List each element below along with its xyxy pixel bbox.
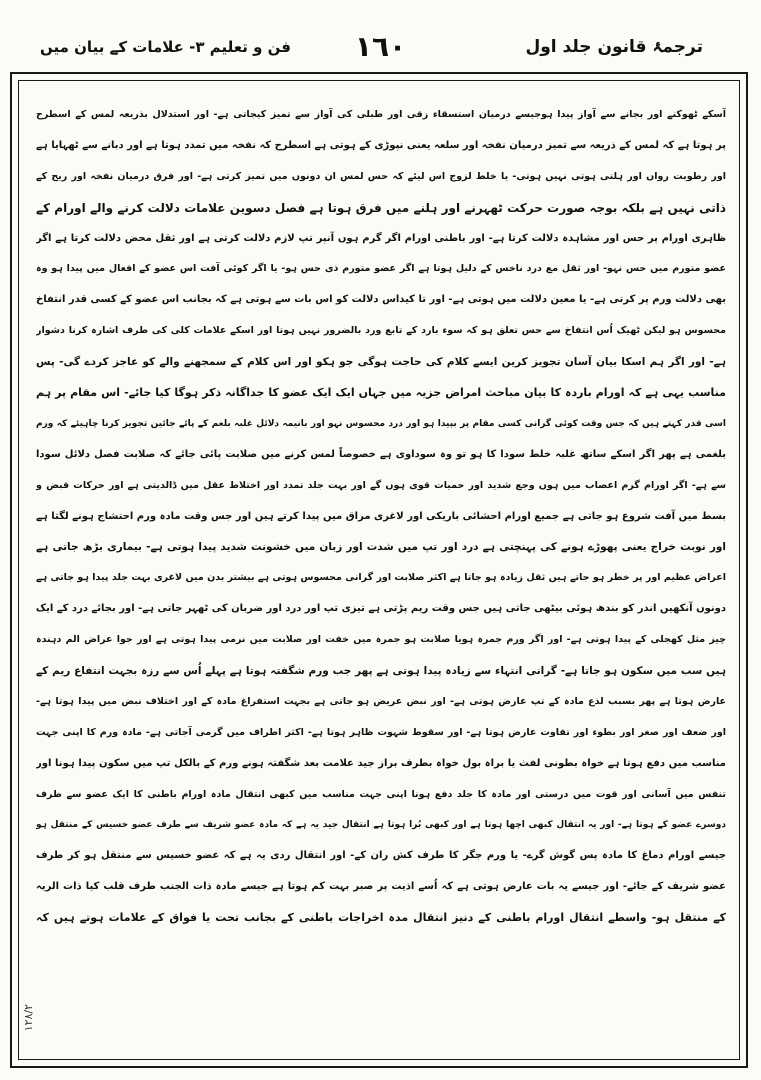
margin-note: ۱۲۸/۲: [22, 1004, 35, 1032]
text-line: اسی قدر کہتے ہیں کہ جس وقت کوئی گرانی کسی مقام پر بپیدا ہو اور درد محسوس نہو اور بانیمہ دلائل غلبہ بلغم کے پائے جائین تجویز کرنا چاہیئے کہ ورم: [36, 418, 726, 429]
text-line: تنفس میں آسانی اور قوت میں درستی اور مادہ کا جلد دفع ہونا اپنی جہت مناسب میں کبھی انتقال مادہ اورام باطنی کا ایک عضو سے طرف: [36, 788, 726, 800]
text-line: بھی دلالت ورم پر کرتی ہے- یا معین دلالت میں ہوتی ہے- اور تا کیداس دلالت کو اس بات سے ہوتی ہے کہ بجانب اس عضو کے کسی قدر انتفاخ: [36, 294, 726, 306]
text-line: پر ہوتا ہے کہ لمس کے ذریعہ سے تمیز درمیان نفخہ اور سلعہ یعنی نپوڑی کے ہوتی ہے اسطرح کہ نفخہ میں تمدد ہوتا ہے اور دبانے سے ٹھہایا ہے: [36, 139, 726, 151]
text-line: اعراض عظیم اور پر خطر ہو جاتے ہیں ثقل زیادہ ہو جاتا ہے اکثر صلابت اور گرانی محسوس ہوتی ہے بیشتر بدن میں لاغری بہت جلد پیدا ہو جاتی ہے: [36, 572, 726, 584]
text-line: چیز مثل کھجلی کے پیدا ہوتی ہے- اور اگر ورم جمرہ ہویا صلابت ہو جمرہ میں خفت اور صلابت میں نرمی پیدا ہوتی ہے اور جوا عراض الم دہندہ: [36, 634, 726, 646]
text-line: جیسے اورام دماغ کا مادہ پس گوش گرے- یا ورم جگر کا طرف کش ران کے- اور انتقال ردی یہ ہے کہ عضو خسیس سے منتقل ہو کر طرف: [36, 850, 726, 862]
text-line: مناسب یہی ہے کہ اورام باردہ کا بیان مباحث امراض جزیہ میں جہاں ایک ایک عضو کا جداگانہ ذکر ہوگا کیا جائے- اس مقام پر ہم: [36, 386, 726, 400]
text-line: دوسرے عضو کے ہوتا ہے- اور یہ انتقال کبھی اچھا ہوتا ہے اور کبھی بُرا ہوتا ہے انتقال جید یہ ہے کہ مادہ عضو شریف سے طرف عضو خسیس کے منتقل ہو: [36, 820, 726, 831]
text-line: اور نوبت خراج یعنی پھوڑے ہونے کی پہنچتی ہے درد اور تپ میں شدت اور زبان میں خشونت شدید پیدا ہوتی ہے- بیماری بڑھ جاتی ہے: [36, 541, 726, 554]
text-line: مناسب میں دفع ہوتا ہے خواہ بطونی لفث یا براہ بول خواہ بطرف براز جید علامت بعد شگفتہ ہونے ورم کے بالکل تپ میں سکون پیدا ہونا اور: [36, 757, 726, 769]
text-line: اور ضعف اور صغر اور بطوء اور تفاوت عارض ہوتا ہے- اور سقوط شہوت ظاہر ہوتا ہے- اکثر اطراف میں گرمی آجاتی ہے- مادہ ورم کا اپنی جہت: [36, 726, 726, 738]
text-line: عارض ہوتا ہے پھر بسبب لذع مادہ کے تپ عارض ہوتی ہے- اور نبض عریض ہو جاتی ہے بجہت استفراغ مادہ کے اور اختلاف نبض میں پیدا ہوتا ہے-: [36, 695, 726, 707]
text-line: سے ہے- اگر اورام گرم اعصاب میں ہوں وجع شدید اور حمیات قوی ہوں گے اور بہت جلد تمدد اور اختلاط عقل میں ڈالدیتی ہے اور حرکات قبض و: [36, 479, 726, 491]
text-line: محسوس ہو لیکن ٹھیک اُس انتفاخ سے حس تعلق ہو کہ سوء بارد کے تابع ورد بالضرور نہیں ہوتا اور اسکے علامات کلی کی طرف اشارہ کرنا دشوار: [36, 325, 726, 337]
text-line: ظاہری اورام پر حس اور مشاہدہ دلالت کرتا ہے- اور باطنی اورام اگر گرم ہوں آنپر تپ لازم دلالت کرتی ہے اور ثقل محض دلالت کرتا ہے اگر: [36, 232, 726, 244]
text-line: عضو متورم میں حس نہو- اور ثقل مع درد ناخس کے دلیل ہوتا ہے اگر عضو متورم ذی حس ہو- یا اگر کوئی آفت اس عضو کے افعال میں پیدا ہو وہ: [36, 263, 726, 275]
text-line: کے منتقل ہو- واسطے انتقال اورام باطنی کے دنیز انتقال مدہ اخراجات باطنی کے بجانب تحت یا فواق کے علامات ہوتے ہیں کہ: [36, 911, 726, 925]
text-line: دونوں آنکھیں اندر کو بندھ ہوئی بیٹھی جاتی ہیں جس وقت ریم پڑتی ہے تیزی تپ اور درد اور ضربان کی ٹھہر جاتی ہے- اور بجائے درد کے ایک: [36, 603, 726, 615]
book-title: ترجمۂ قانون جلد اول: [525, 37, 703, 57]
text-line: ہے- اور اگر ہم اسکا بیان آسان تجویز کرین ایسے کلام کی حاجت ہوگی جو ہکو اور اس کلام کے سمجھنے والے کو عاجز کردے گی- پس: [36, 356, 726, 369]
text-line: بلغمی ہے پھر اگر اسکے ساتھ غلبہ خلط سودا کا ہو تو وہ سوداوی ہے خصوصاً لمس کرنے میں صلابت پائی جائے کہ صلابت فصل دلائل سودا: [36, 448, 726, 460]
text-line: عضو شریف کے جائے- اور جیسے یہ بات عارض ہوتی ہے کہ اُسے اذیت پر صبر بہت کم ہوتا ہے جیسے مادہ ذات الجنب طرف قلب کیا ذات الریہ: [36, 881, 726, 893]
text-line: ذاتی نہیں ہے بلکہ بوجہ صورت حرکت ٹھہرنے اور ہلنے میں فرق ہوتا ہے فصل دسوین علامات دلالت کرنے والے اورام کے: [36, 200, 726, 215]
page-header: [40, 28, 721, 76]
text-line: آسکے ٹھوکنے اور بجانے سے آواز پیدا ہوجیسے درمیان استسقاء زقی اور طبلی کی آواز سے تمیز کیجاتی ہے- اور استدلال بذریعہ لمس کے اسطرح: [36, 109, 726, 120]
section-title: فن و تعلیم ۳- علامات کے بیان میں: [40, 38, 291, 56]
text-line: اور رطوبت رواں اور ہلتی ہوتی نہیں ہوتی- یا خلط لزوج اس لیئے کہ حس لمس ان دونوں میں تمیز کرتی ہے- اور فرق درمیان نفخہ اور ریح کے: [36, 170, 726, 182]
text-line: ہیں سب میں سکون ہو جاتا ہے- گرانی انتہاء سے زیادہ پیدا ہوتی ہے پھر جب ورم شگفتہ ہوتا ہے پہلے اُس سے رزہ بجہت انتفاع ریم کے: [36, 665, 726, 678]
page-number: ۱٦٠: [354, 30, 407, 63]
text-body: [36, 100, 726, 1040]
text-line: بسط میں آفت شروع ہو جاتی ہے جمیع اورام احشائی باریکی اور لاغری مراق میں پیدا کرتے ہیں اور جس وقت مادہ ورم احتشاج ہونے لگتا ہے: [36, 510, 726, 522]
